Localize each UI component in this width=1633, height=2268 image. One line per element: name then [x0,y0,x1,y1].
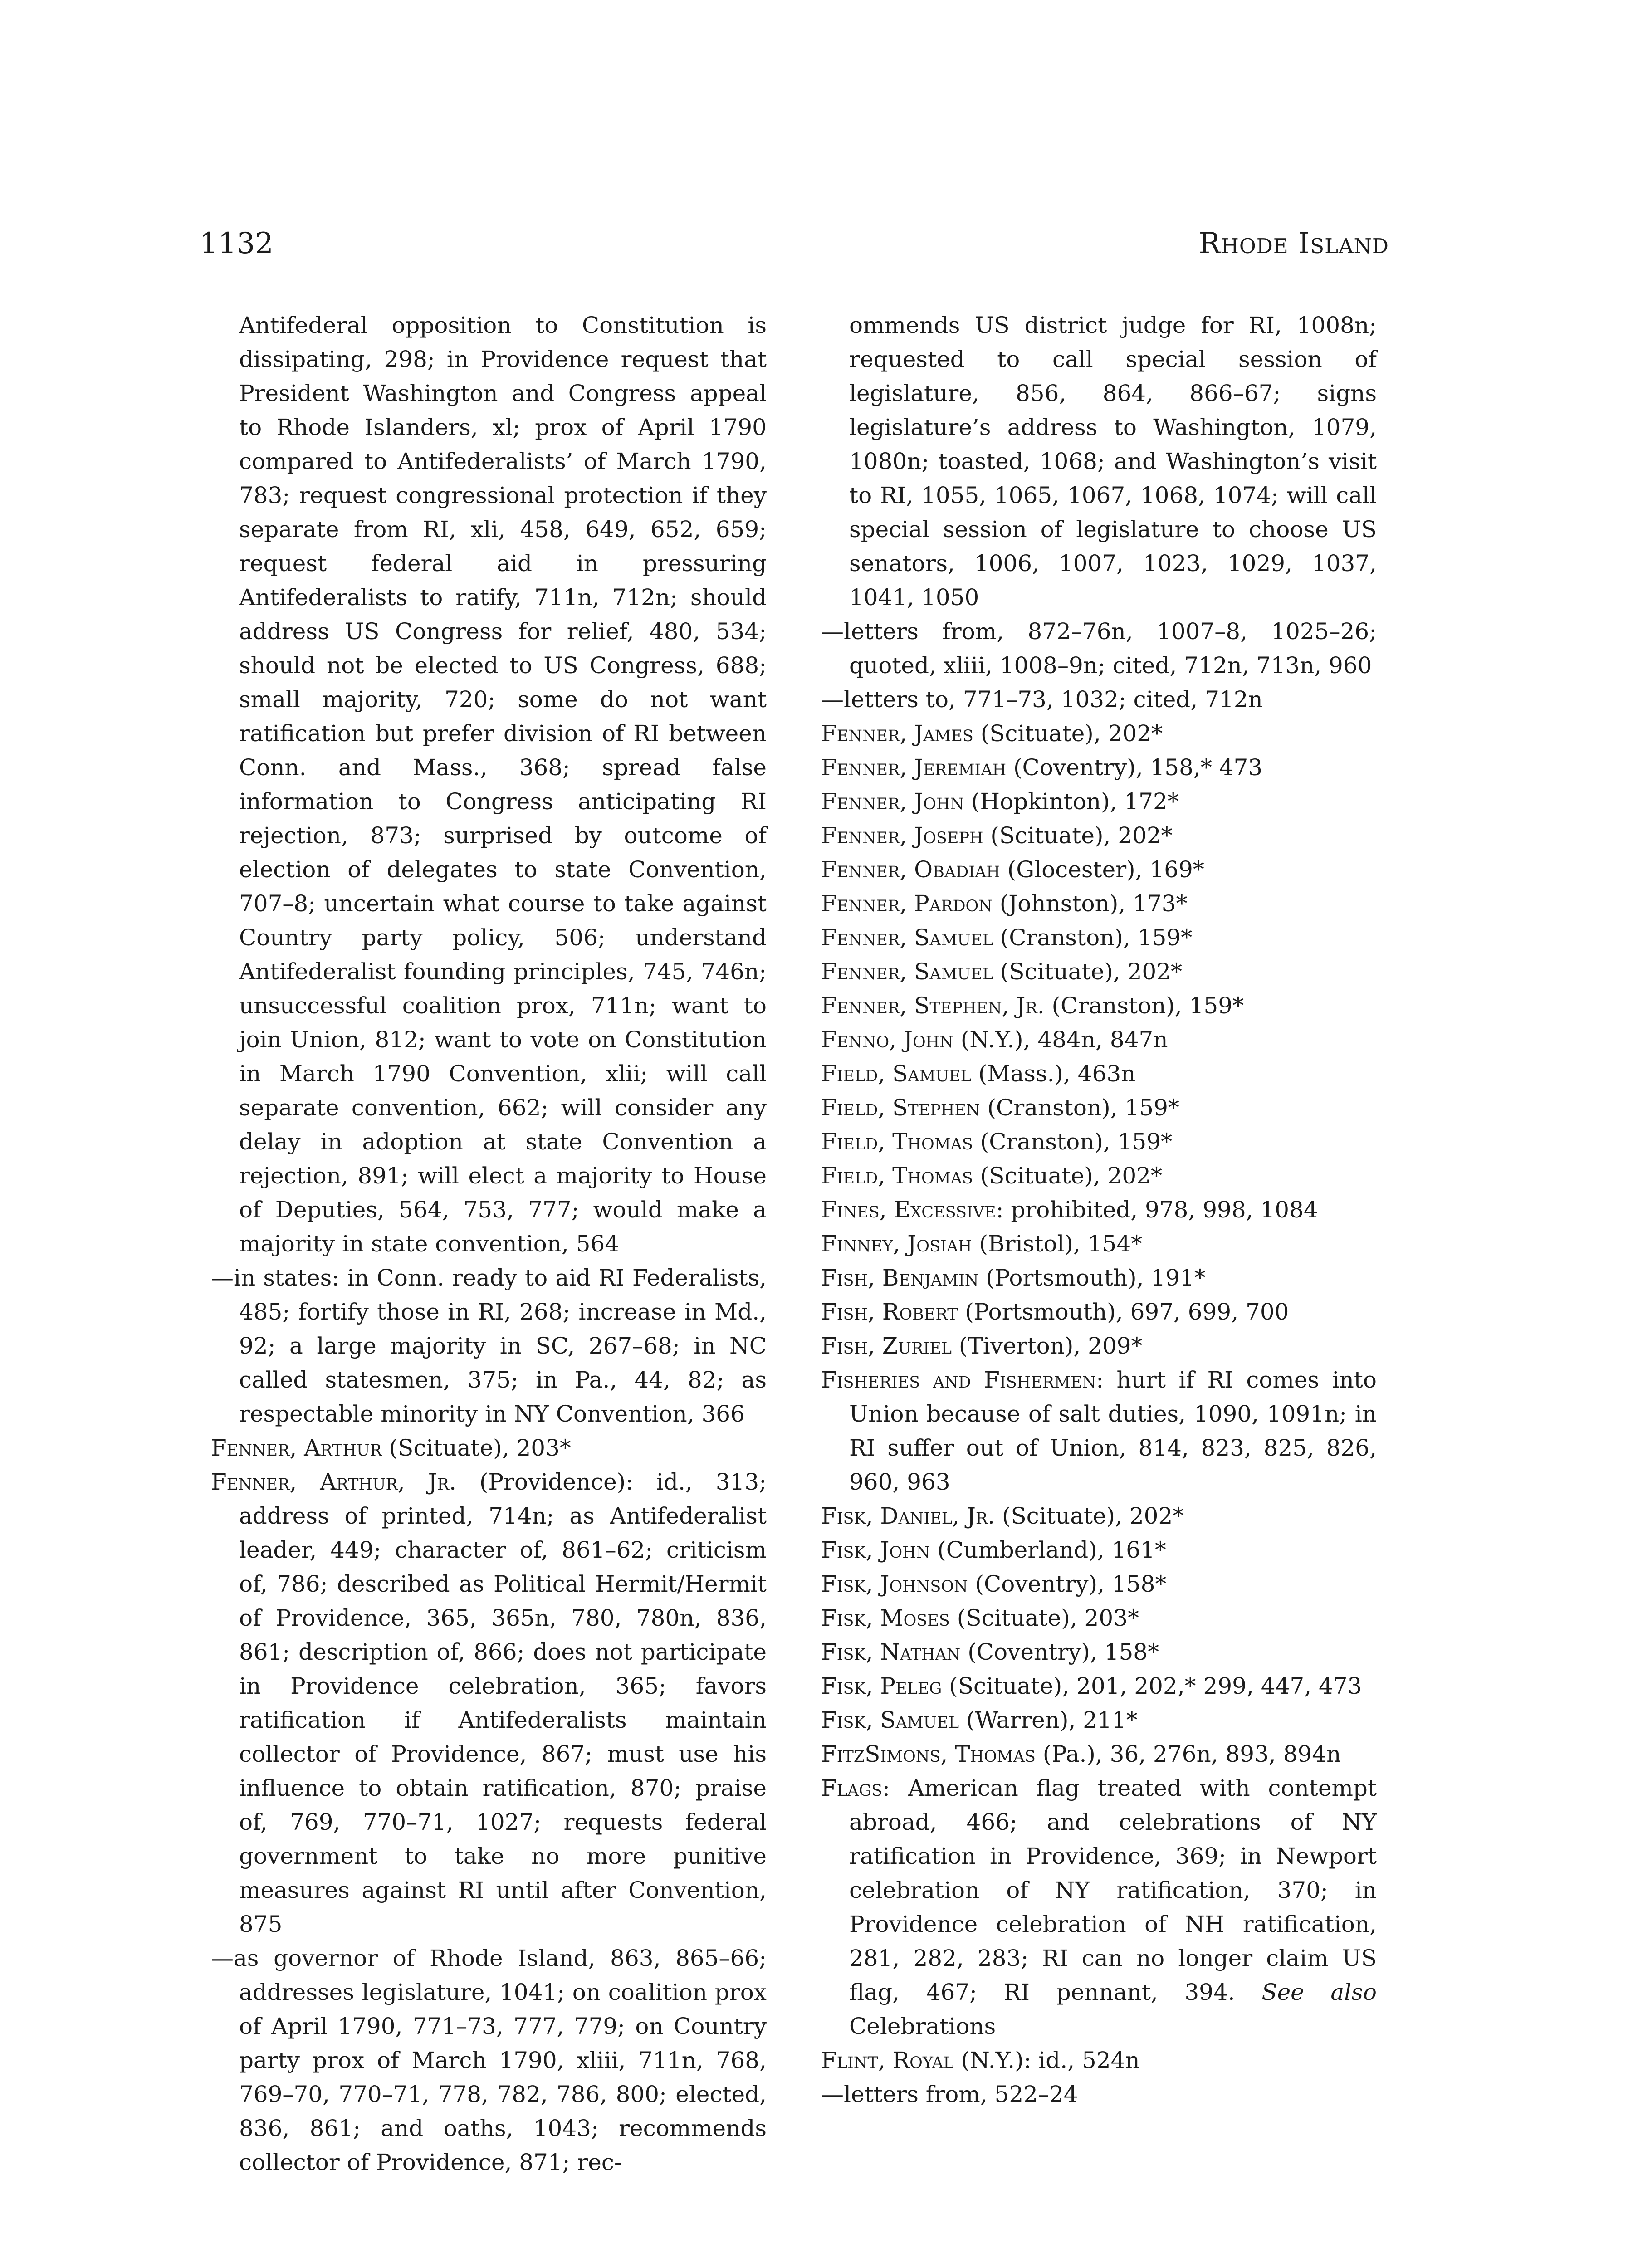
index-entry: Fenner, James (Scituate), 202* [821,720,1163,747]
index-column-left [211,308,767,2180]
index-entry: Flint, Royal (N.Y.): id., 524n [821,2047,1140,2073]
see-also-label: See also [1261,1979,1377,2005]
index-entry: Fisk, Daniel, Jr. (Scituate), 202* [821,1503,1184,1529]
index-entry: Flags: American flag treated with contempt abroad, 466; and celebrations of NY ratification in Providence, 369; in Newport celebration of NY ratification, 370; in Providence celebration of NH ratification, 281, 282, 283; RI can no longer claim US flag, 467; RI pennant, 394. See also Celebrations [821,1775,1377,2039]
page-number: 1132 [200,227,274,260]
index-entry: —letters to, 771–73, 1032; cited, 712n [821,686,1263,713]
index-entry: Fish, Robert (Portsmouth), 697, 699, 700 [821,1299,1289,1325]
index-entry: Fisk, Nathan (Coventry), 158* [821,1639,1159,1665]
index-column-right [821,308,1377,2112]
index-entry-continuation: ommends US district judge for RI, 1008n; requested to call special session of legislature, 856, 864, 866–67; signs legislature’s address to Washington, 1079, 1080n; toasted, 1068; and Washington’s visit to RI, 1055, 1065, 1067, 1068, 1074; will call special session of legislature to choose US senators, 1006, 1007, 1023, 1029, 1037, 1041, 1050 [849,312,1377,611]
index-entry: —letters from, 522–24 [821,2081,1078,2107]
index-entry: Fines, Excessive: prohibited, 978, 998, 1084 [821,1197,1318,1223]
index-entry: —in states: in Conn. ready to aid RI Federalists, 485; fortify those in RI, 268; increase in Md., 92; a large majority in SC, 267–68; in NC called statesmen, 375; in Pa., 44, 82; as respectable minority in NY Convention, 366 [211,1265,767,1427]
running-head: Rhode Island [1198,227,1389,260]
index-entry: —letters from, 872–76n, 1007–8, 1025–26; quoted, xliii, 1008–9n; cited, 712n, 713n, 960 [821,618,1377,679]
index-entry: Fenner, Pardon (Johnston), 173* [821,890,1188,917]
index-entry: Field, Samuel (Mass.), 463n [821,1061,1136,1087]
index-entry: Fenner, Joseph (Scituate), 202* [821,822,1173,849]
index-entry: Fenner, Jeremiah (Coventry), 158,* 473 [821,754,1263,781]
index-entry: Fish, Benjamin (Portsmouth), 191* [821,1265,1206,1291]
see-also-target: Celebrations [849,2013,996,2039]
index-entry: Field, Thomas (Cranston), 159* [821,1129,1173,1155]
index-entry: Fenner, Arthur, Jr. (Providence): id., 313; address of printed, 714n; as Antifederalist leader, 449; character of, 861–62; criticism of, 786; described as Political Hermit/Hermit of Providence, 365, 365n, 780, 780n, 836, 861; description of, 866; does not participate in Providence celebration, 365; favors ratification if Antifederalists maintain collector of Providence, 867; must use his influence to obtain ratification, 870; praise of, 769, 770–71, 1027; requests federal government to take no more punitive measures against RI until after Convention, 875 [211,1469,767,1937]
index-entry: Fisk, Johnson (Coventry), 158* [821,1571,1167,1597]
index-entry: Fisk, John (Cumberland), 161* [821,1537,1166,1563]
index-entry: Fenner, Samuel (Cranston), 159* [821,924,1193,951]
index-entry: Fenner, Arthur (Scituate), 203* [211,1435,571,1461]
index-entry: Fenner, Stephen, Jr. (Cranston), 159* [821,992,1244,1019]
index-entry: Field, Stephen (Cranston), 159* [821,1095,1179,1121]
index-entry: Fish, Zuriel (Tiverton), 209* [821,1333,1143,1359]
index-entry: Fisk, Moses (Scituate), 203* [821,1605,1139,1631]
index-entry: Finney, Josiah (Bristol), 154* [821,1231,1143,1257]
index-entry: —as governor of Rhode Island, 863, 865–66; addresses legislature, 1041; on coalition prox of April 1790, 771–73, 777, 779; on Country party prox of March 1790, xliii, 711n, 768, 769–70, 770–71, 778, 782, 786, 800; elected, 836, 861; and oaths, 1043; recommends collector of Providence, 871; rec- [211,1945,767,2175]
index-entry: Fisk, Peleg (Scituate), 201, 202,* 299, 447, 473 [821,1673,1362,1699]
index-entry-continuation: Antifederal opposition to Constitution is dissipating, 298; in Providence request that President Washington and Congress appeal to Rhode Islanders, xl; prox of April 1790 compared to Antifederalists’ of March 1790, 783; request congressional protection if they separate from RI, xli, 458, 649, 652, 659; request federal aid in pressuring Antifederalists to ratify, 711n, 712n; should address US Congress for relief, 480, 534; should not be elected to US Congress, 688; small majority, 720; some do not want ratification but prefer division of RI between Conn. and Mass., 368; spread false information to Congress anticipating RI rejection, 873; surprised by outcome of election of delegates to state Convention, 707–8; uncertain what course to take against Country party policy, 506; understand Antifederalist founding principles, 745, 746n; unsuccessful coalition prox, 711n; want to join Union, 812; want to vote on Constitution in March 1790 Convention, xlii; will call separate convention, 662; will consider any delay in adoption at state Convention a rejection, 891; will elect a majority to House of Deputies, 564, 753, 777; would make a majority in state convention, 564 [239,312,767,1257]
index-entry: Fisheries and Fishermen: hurt if RI comes into Union because of salt duties, 1090, 1091n; in RI suffer out of Union, 814, 823, 825, 826, 960, 963 [821,1367,1377,1495]
index-entry: Field, Thomas (Scituate), 202* [821,1163,1162,1189]
index-entry: Fenner, Obadiah (Glocester), 169* [821,856,1204,883]
index-entry: Fenner, Samuel (Scituate), 202* [821,958,1183,985]
index-entry: Fenner, John (Hopkinton), 172* [821,788,1179,815]
index-entry: Fisk, Samuel (Warren), 211* [821,1707,1138,1733]
index-entry: FitzSimons, Thomas (Pa.), 36, 276n, 893, 894n [821,1741,1341,1767]
index-entry: Fenno, John (N.Y.), 484n, 847n [821,1026,1168,1053]
